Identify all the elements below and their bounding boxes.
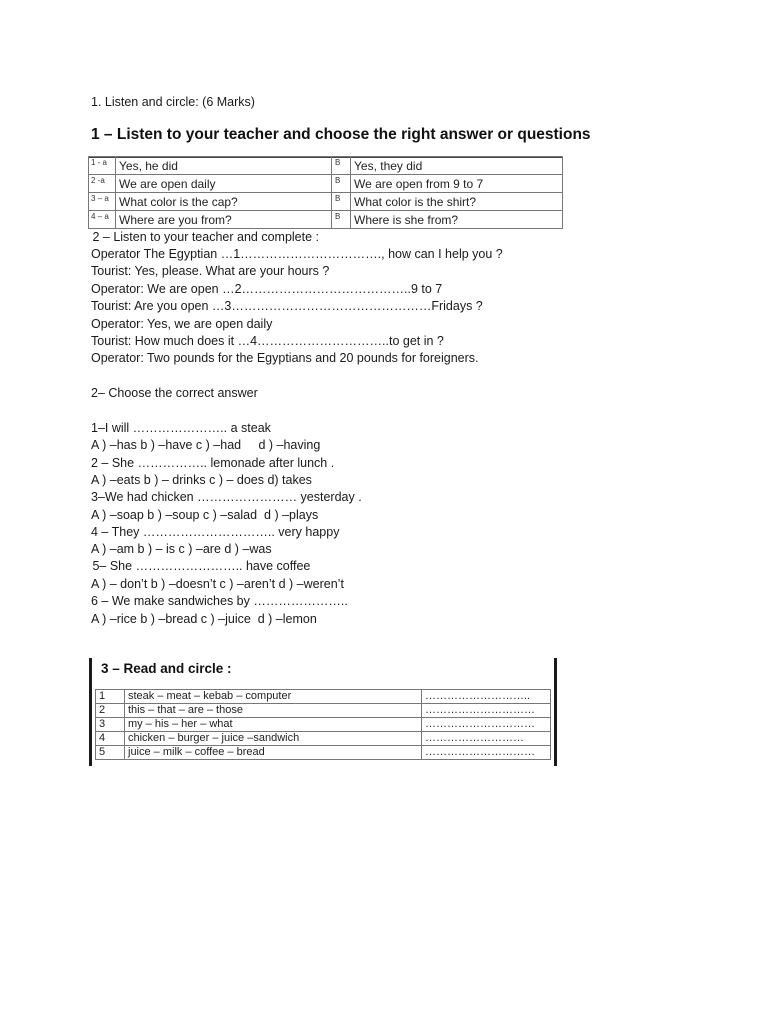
table-row [89, 157, 563, 175]
word-list: juice – milk – coffee – bread [125, 746, 422, 760]
word-list: steak – meat – kebab – computer [125, 690, 422, 704]
option-a: We are open daily [116, 175, 332, 193]
option-b: Where is she from? [351, 211, 563, 229]
table-row [96, 718, 551, 732]
table-row [89, 175, 563, 193]
question-line: 5– She …………………….. have coffee [89, 559, 311, 573]
table1-title: 1 – Listen to your teacher and choose the right answer or questions [91, 126, 591, 143]
table-row [96, 690, 551, 704]
dialogue-line: Tourist: How much does it …4…………………………..to get in ? [91, 334, 444, 348]
options-line: A ) –eats b ) – drinks c ) – does d) takes [91, 473, 312, 487]
table-row [89, 193, 563, 211]
box-left-edge [89, 658, 92, 766]
answer-choice-table [88, 156, 563, 229]
option-a: Yes, he did [116, 157, 332, 175]
option-b-label: B [332, 157, 351, 175]
options-line: A ) –has b ) –have c ) –had d ) –having [91, 438, 321, 452]
choose-heading: 2– Choose the correct answer [91, 386, 258, 400]
row-number: 1 [96, 690, 125, 704]
option-b-label: B [332, 175, 351, 193]
row-number: 2 [96, 704, 125, 718]
row-number: 4 – a [89, 211, 116, 229]
row-number: 5 [96, 746, 125, 760]
complete-heading: 2 – Listen to your teacher and complete : [89, 230, 319, 244]
dialogue-line: Operator: We are open …2…………………………………..9 to 7 [91, 282, 443, 296]
dialogue-line: Operator: Two pounds for the Egyptians and 20 pounds for foreigners. [91, 351, 479, 365]
option-b-label: B [332, 211, 351, 229]
options-line: A ) –rice b ) –bread c ) –juice d ) –lemon [91, 612, 317, 626]
answer-blank: ……………………… [422, 732, 551, 746]
section-heading: 1. Listen and circle: (6 Marks) [91, 95, 255, 109]
row-number: 1 - a [89, 157, 116, 175]
options-line: A ) –am b ) – is c ) –are d ) –was [91, 542, 272, 556]
option-b: Yes, they did [351, 157, 563, 175]
box-right-edge [554, 658, 557, 766]
answer-blank: ………………………… [422, 704, 551, 718]
dialogue-line: Tourist: Are you open …3…………………………………………Fridays ? [91, 299, 483, 313]
row-number: 4 [96, 732, 125, 746]
answer-blank: ………………………… [422, 746, 551, 760]
odd-one-out-table [95, 689, 551, 760]
question-line: 1–I will ………………….. a steak [91, 421, 271, 435]
answer-blank: ……………………….. [422, 690, 551, 704]
read-circle-title: 3 – Read and circle : [101, 661, 232, 676]
table-row [96, 746, 551, 760]
dialogue-line: Operator The Egyptian …1……………………………., how can I help you ? [91, 247, 503, 261]
dialogue-line: Tourist: Yes, please. What are your hours ? [91, 264, 330, 278]
dialogue-line: Operator: Yes, we are open daily [91, 317, 273, 331]
word-list: chicken – burger – juice –sandwich [125, 732, 422, 746]
option-b: What color is the shirt? [351, 193, 563, 211]
question-line: 6 – We make sandwiches by ………………….. [91, 594, 348, 608]
option-a: What color is the cap? [116, 193, 332, 211]
answer-blank: ………………………… [422, 718, 551, 732]
table-row [96, 704, 551, 718]
options-line: A ) –soap b ) –soup c ) –salad d ) –plays [91, 508, 319, 522]
table-row [96, 732, 551, 746]
row-number: 3 [96, 718, 125, 732]
option-b: We are open from 9 to 7 [351, 175, 563, 193]
option-a: Where are you from? [116, 211, 332, 229]
row-number: 3 – a [89, 193, 116, 211]
option-b-label: B [332, 193, 351, 211]
options-line: A ) – don’t b ) –doesn’t c ) –aren’t d ) –weren’t [91, 577, 344, 591]
word-list: this – that – are – those [125, 704, 422, 718]
question-line: 4 – They ………………………….. very happy [91, 525, 340, 539]
word-list: my – his – her – what [125, 718, 422, 732]
question-line: 3–We had chicken …………………… yesterday . [91, 490, 362, 504]
question-line: 2 – She …………….. lemonade after lunch . [91, 456, 335, 470]
table-row [89, 211, 563, 229]
row-number: 2 -a [89, 175, 116, 193]
